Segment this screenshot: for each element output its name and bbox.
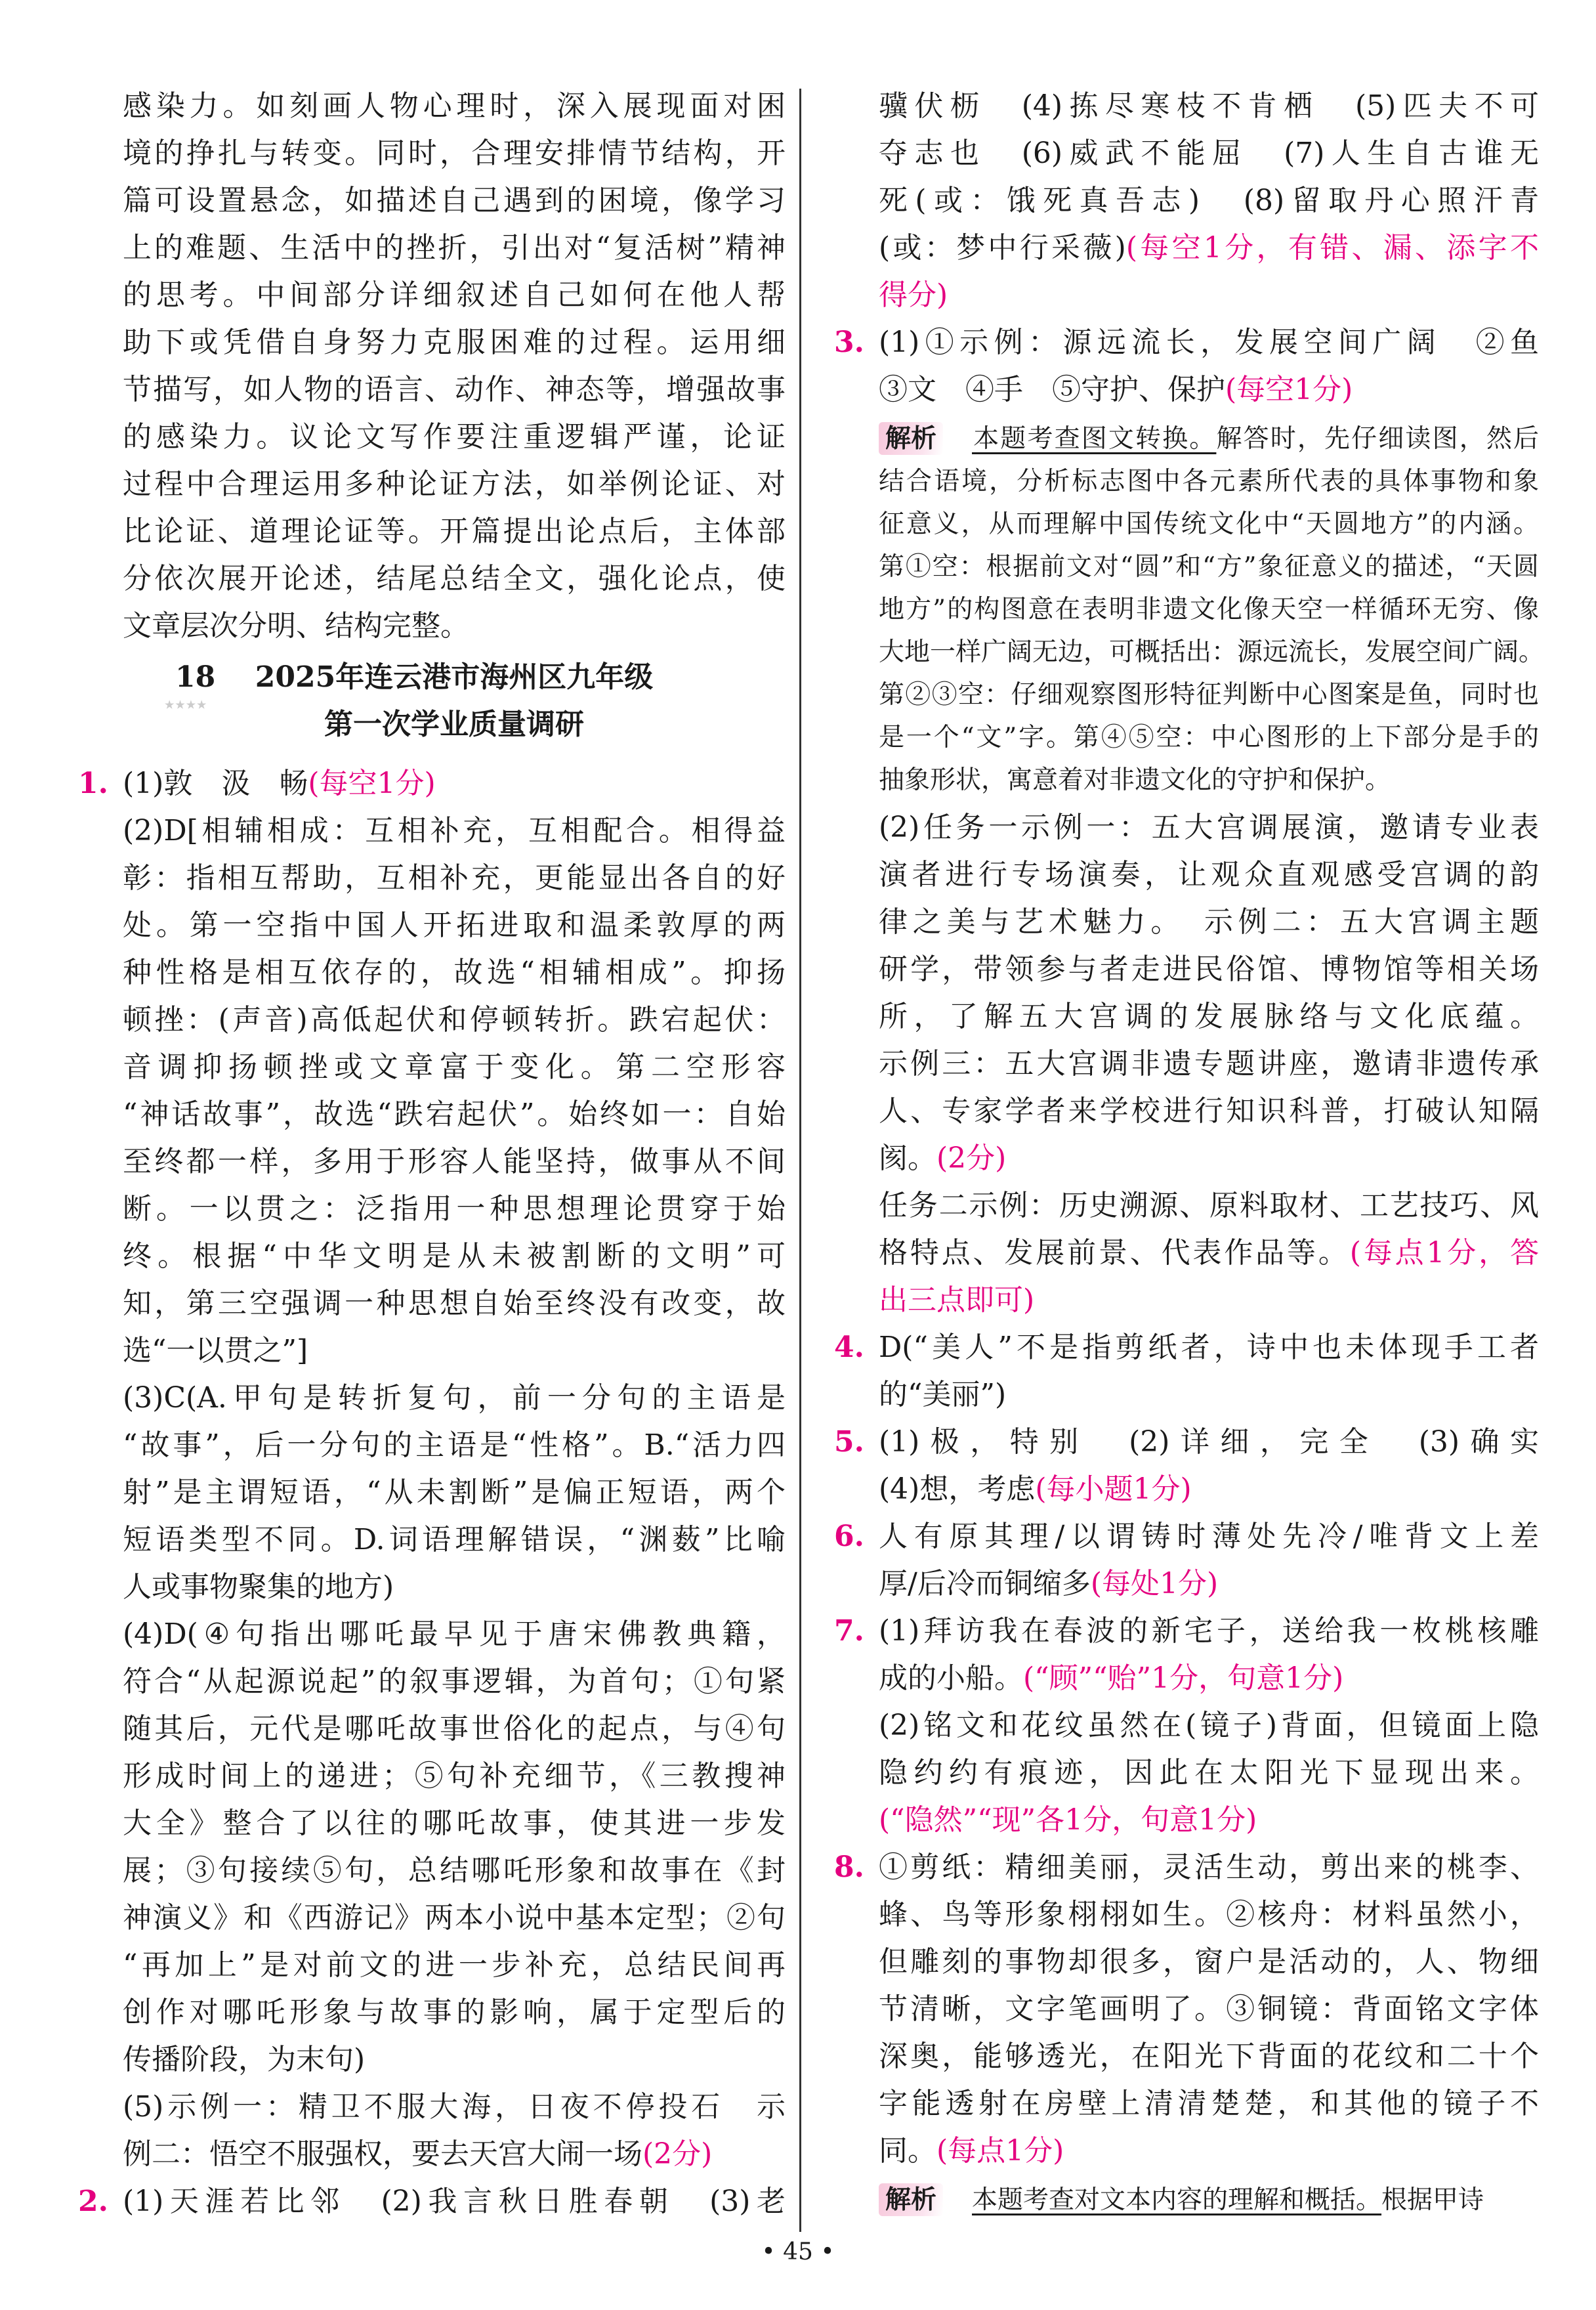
text-line <box>879 1135 1539 1182</box>
text-line: (2)任务一示例一：五大宫调展演，邀请专业表 <box>879 811 1539 844</box>
answer-paragraph <box>834 319 1539 414</box>
text-line <box>879 1797 1539 1844</box>
text-line: 传播阶段，为末句) <box>123 2043 366 2076</box>
page-number: • 45 • <box>761 2238 835 2265</box>
text-line <box>879 1655 1539 1702</box>
text-line <box>879 225 1539 272</box>
text-line: 知，第三空强调一种思想自始至终没有改变，故 <box>123 1287 786 1320</box>
answer-paragraph <box>879 804 1539 1182</box>
answer-text: (1)敦 汲 畅 <box>123 767 308 800</box>
text-line: 比论证、道理论证等。开篇提出论点后，主体部 <box>123 515 786 548</box>
text-line: 选“一以贯之”] <box>123 1334 308 1367</box>
text-line: 彰：指相互帮助，互相补充，更能显出各自的好 <box>123 861 786 895</box>
text-line: 但雕刻的事物却很多，窗户是活动的，人、物细 <box>879 1945 1539 1978</box>
text-line: 节描写，如人物的语言、动作、神态等，增强故事 <box>123 373 786 406</box>
column-divider <box>799 89 801 2232</box>
text-line <box>879 1277 1539 1324</box>
text-line: 夺志也 (6)威武不能屈 (7)人生自古谁无 <box>879 137 1539 170</box>
analysis-text: 解答时，先仔细读图，然后 <box>1216 424 1539 454</box>
text-line: 骥伏枥 (4)拣尽寒枝不肯栖 (5)匹夫不可 <box>879 89 1539 123</box>
score-note: (每小题1分) <box>1035 1472 1192 1506</box>
text-line: ①剪纸：精细美丽，灵活生动，剪出来的桃李、 <box>879 1850 1539 1884</box>
question-number: 8. <box>834 1850 864 1884</box>
answer-text: 同。 <box>879 2134 936 2168</box>
analysis-block <box>879 2179 1539 2221</box>
score-note: 得分) <box>879 278 948 312</box>
text-line <box>879 1560 1539 1608</box>
text-line: 结合语境，分析标志图中各元素所代表的具体事物和象 <box>879 467 1539 496</box>
text-line: 处。第一空指中国人开拓进取和温柔敦厚的两 <box>123 909 786 942</box>
text-line: 射”是主谓短语，“从未割断”是偏正短语，两个 <box>123 1476 786 1509</box>
text-line: 死(或：饿死真吾志) (8)留取丹心照汗青 <box>879 184 1539 217</box>
score-note: (“隐然”“现”各1分，句意1分) <box>879 1803 1257 1837</box>
answer-paragraph <box>78 2178 786 2225</box>
answer-text: 例二：悟空不服强权，要去天宫大闹一场 <box>123 2137 642 2171</box>
section-title-line: 第一次学业质量调研 <box>324 708 584 741</box>
text-line: (1)极，特别 (2)详细，完全 (3)确实 <box>879 1425 1539 1459</box>
text-line: (1)天涯若比邻 (2)我言秋日胜春朝 (3)老 <box>123 2185 786 2218</box>
text-line: 研学，带领参与者走进民俗馆、博物馆等相关场 <box>879 952 1539 986</box>
text-line: “再加上”是对前文的进一步补充，总结民间再 <box>123 1948 786 1982</box>
text-line: (3)C(A.甲句是转折复句，前一分句的主语是 <box>123 1381 786 1415</box>
answer-paragraph <box>834 1419 1539 1513</box>
text-line <box>879 2179 1539 2221</box>
score-note: (2分) <box>936 1142 1007 1175</box>
answer-text: (或：梦中行采薇) <box>879 231 1126 265</box>
text-line <box>123 2131 786 2178</box>
answer-paragraph <box>78 760 786 807</box>
answer-paragraph <box>834 1608 1539 1702</box>
text-line: 抽象形状，寓意着对非遗文化的守护和保护。 <box>879 765 1391 795</box>
analysis-text: 根据甲诗 <box>1381 2185 1484 2215</box>
text-line: 的感染力。议论文写作要注重逻辑严谨，论证 <box>123 420 786 454</box>
text-line: 示例三：五大宫调非遗专题讲座，邀请非遗传承 <box>879 1047 1539 1080</box>
section-number-badge: 18 ★★★★ <box>175 654 215 701</box>
score-note: (每空1分) <box>1225 373 1353 406</box>
text-line: 断。一以贯之：泛指用一种思想理论贯穿于始 <box>123 1192 786 1226</box>
text-line: 深奥，能够透光，在阳光下背面的花纹和二十个 <box>879 2040 1539 2073</box>
section-title <box>123 654 786 748</box>
text-line: D(“美人”不是指剪纸者，诗中也未体现手工者 <box>879 1331 1539 1364</box>
answer-text: 格特点、发展前景、代表作品等。 <box>879 1236 1350 1270</box>
text-line <box>879 1230 1539 1277</box>
text-line: 助下或凭借自身努力克服困难的过程。运用细 <box>123 326 786 359</box>
text-line: 所，了解五大宫调的发展脉络与文化底蕴。 <box>879 1000 1539 1033</box>
text-line <box>879 417 1539 460</box>
text-line: 人有原其理/以谓铸时薄处先冷/唯背文上差 <box>879 1520 1539 1553</box>
text-line <box>123 760 786 807</box>
text-line: 分依次展开论述，结尾总结全文，强化论点，使 <box>123 562 786 595</box>
answer-paragraph <box>123 83 786 650</box>
text-line: 第①空：根据前文对“圆”和“方”象征意义的描述，“天圆 <box>879 552 1539 582</box>
score-note: (2分) <box>642 2137 713 2171</box>
question-number: 2. <box>78 2185 108 2218</box>
text-line: 律之美与艺术魅力。 示例二：五大宫调主题 <box>879 905 1539 939</box>
analysis-lead: 本题考查图文转换。 <box>972 424 1217 454</box>
answer-text: 阂。 <box>879 1142 936 1175</box>
text-line: 境的挣扎与转变。同时，合理安排情节结构，开 <box>123 137 786 170</box>
text-line: 随其后，元代是哪吒故事世俗化的起点，与④句 <box>123 1712 786 1745</box>
text-line: 蜂、鸟等形象栩栩如生。②核舟：材料虽然小， <box>879 1898 1539 1931</box>
text-line: (5)示例一：精卫不服大海，日夜不停投石 示 <box>123 2090 786 2124</box>
text-line: 是一个“文”字。第④⑤空：中心图形的上下部分是手的 <box>879 723 1539 752</box>
text-line <box>879 2128 1539 2175</box>
score-note: (“顾”“贻”1分，句意1分) <box>1023 1661 1344 1695</box>
text-line: 终。根据“中华文明是从未被割断的文明”可 <box>123 1239 786 1273</box>
question-number: 6. <box>834 1520 864 1553</box>
text-line: 的“美丽”) <box>879 1378 1007 1411</box>
text-line: 展；③句接续⑤句，总结哪吒形象和故事在《封 <box>123 1854 786 1887</box>
text-line: 上的难题、生活中的挫折，引出对“复活树”精神 <box>123 231 786 265</box>
text-line: 人、专家学者来学校进行知识科普，打破认知隔 <box>879 1094 1539 1128</box>
text-line <box>879 272 1539 319</box>
text-line: 的思考。中间部分详细叙述自己如何在他人帮 <box>123 278 786 312</box>
text-line: “神话故事”，故选“跌宕起伏”。始终如一：自始 <box>123 1098 786 1131</box>
score-note: (每点1分) <box>936 2134 1064 2168</box>
text-line: 至终都一样，多用于形容人能坚持，做事从不间 <box>123 1145 786 1178</box>
answer-paragraph <box>123 807 786 1375</box>
question-number: 1. <box>78 767 108 800</box>
analysis-lead: 本题考查对文本内容的理解和概括。 <box>972 2185 1382 2215</box>
text-line: 音调抑扬顿挫或文章富于变化。第二空形容 <box>123 1050 786 1084</box>
answer-paragraph <box>879 1182 1539 1324</box>
text-line: 隐约约有痕迹，因此在太阳光下显现出来。 <box>879 1756 1539 1789</box>
score-note: 出三点即可) <box>879 1283 1035 1317</box>
text-line: (1)拜访我在春波的新宅子，送给我一枚桃核雕 <box>879 1614 1539 1648</box>
text-line: 过程中合理运用多种论证方法，如举例论证、对 <box>123 467 786 501</box>
text-line: 大全》整合了以往的哪吒故事，使其进一步发 <box>123 1807 786 1840</box>
answer-text: ③文 ④手 ⑤守护、保护 <box>879 373 1225 406</box>
question-number: 5. <box>834 1425 864 1459</box>
answer-paragraph <box>834 1844 1539 2175</box>
right-column <box>834 83 1545 2224</box>
left-column <box>78 83 786 2225</box>
answer-paragraph <box>123 2084 786 2178</box>
text-line: (1)①示例：源远流长，发展空间广阔 ②鱼 <box>879 326 1539 359</box>
text-line: 形成时间上的递进；⑤句补充细节，《三教搜神 <box>123 1759 786 1793</box>
text-line: 节清晰，文字笔画明了。③铜镜：背面铭文字体 <box>879 1992 1539 2026</box>
answer-text: 厚/后冷而铜缩多 <box>879 1567 1091 1600</box>
text-line: 征意义，从而理解中国传统文化中“天圆地方”的内涵。 <box>879 509 1539 539</box>
text-line: 第②③空：仔细观察图形特征判断中心图案是鱼，同时也 <box>879 680 1539 710</box>
answer-text: (4)想，考虑 <box>879 1472 1036 1506</box>
text-line: 短语类型不同。D.词语理解错误，“渊薮”比喻 <box>123 1523 786 1556</box>
score-note: (每空1分) <box>308 767 436 800</box>
analysis-block <box>879 417 1545 802</box>
text-line: 顿挫：(声音)高低起伏和停顿转折。跌宕起伏： <box>123 1003 786 1037</box>
text-line: 创作对哪吒形象与故事的影响，属于定型后的 <box>123 1996 786 2029</box>
text-line <box>879 366 1539 414</box>
text-line: 演者进行专场演奏，让观众直观感受宫调的韵 <box>879 858 1539 891</box>
answer-paragraph <box>123 1611 786 2084</box>
text-line: 篇可设置悬念，如描述自己遇到的困境，像学习 <box>123 184 786 217</box>
answer-paragraph <box>834 1513 1539 1608</box>
answer-paragraph <box>834 1324 1539 1419</box>
text-line: 大地一样广阔无边，可概括出：源远流长，发展空间广阔。 <box>879 637 1545 667</box>
answer-text: 成的小船。 <box>879 1661 1023 1695</box>
text-line: 符合“从起源说起”的叙事逻辑，为首句；①句紧 <box>123 1665 786 1698</box>
text-line: 地方”的构图意在表明非遗文化像天空一样循环无穷、像 <box>879 595 1539 624</box>
text-line: 神演义》和《西游记》两本小说中基本定型；②句 <box>123 1901 786 1935</box>
text-line: 种性格是相互依存的，故选“相辅相成”。抑扬 <box>123 956 786 989</box>
question-number: 7. <box>834 1614 864 1648</box>
answer-paragraph <box>123 1375 786 1611</box>
text-line: (4)D(④句指出哪吒最早见于唐宋佛教典籍， <box>123 1617 786 1651</box>
score-note: (每处1分) <box>1090 1567 1219 1600</box>
text-line <box>879 1466 1539 1513</box>
analysis-label: 解析 <box>879 422 943 455</box>
score-note: (每点1分，答 <box>1349 1236 1539 1270</box>
text-line: 任务二示例：历史溯源、原料取材、工艺技巧、风 <box>879 1189 1539 1222</box>
answer-paragraph <box>879 1702 1539 1844</box>
section-title-line: 2025年连云港市海州区九年级 <box>255 660 654 694</box>
analysis-label: 解析 <box>879 2183 943 2216</box>
text-line: 字能透射在房壁上清清楚楚，和其他的镜子不 <box>879 2087 1539 2120</box>
question-number: 3. <box>834 326 864 359</box>
text-line: 人或事物聚集的地方) <box>123 1570 394 1604</box>
text-line: (2)D[相辅相成：互相补充，互相配合。相得益 <box>123 814 786 847</box>
text-line: “故事”，后一分句的主语是“性格”。B.“活力四 <box>123 1428 786 1462</box>
text-line: (2)铭文和花纹虽然在(镜子)背面，但镜面上隐 <box>879 1709 1539 1742</box>
text-line: 感染力。如刻画人物心理时，深入展现面对困 <box>123 89 786 123</box>
question-number: 4. <box>834 1331 864 1364</box>
answer-paragraph <box>879 83 1539 319</box>
score-note: (每空1分，有错、漏、添字不 <box>1125 231 1539 265</box>
text-line: 文章层次分明、结构完整。 <box>123 609 469 643</box>
